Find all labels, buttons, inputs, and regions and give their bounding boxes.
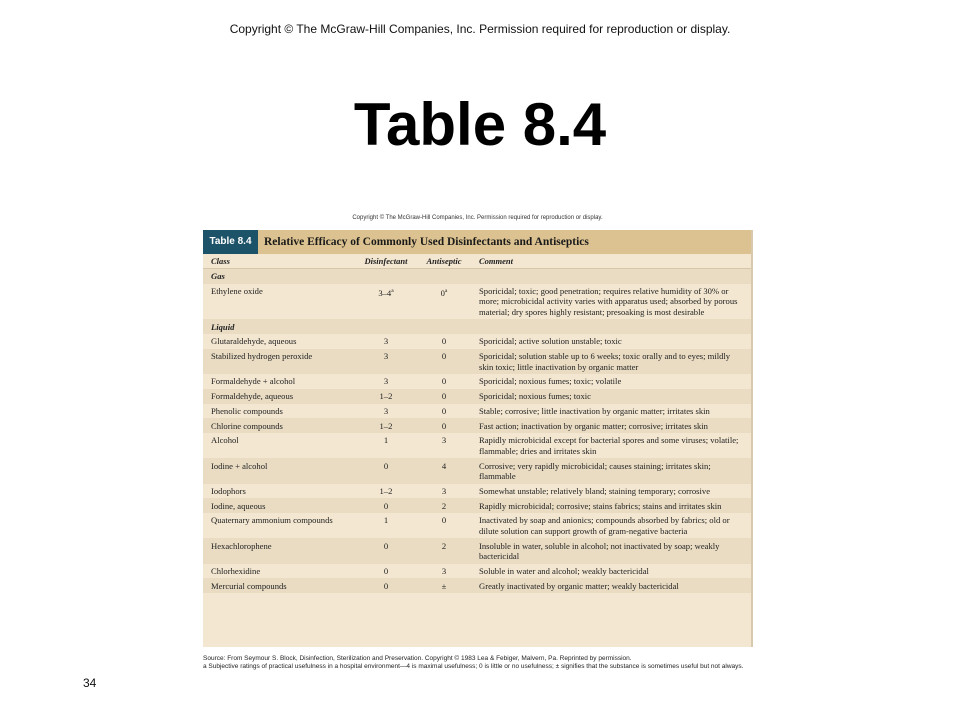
cell-comment-text: Inactivated by soap and anionics; compounds absorbed by fabrics; old or dilute solution can support growth of gram-negative bacteria [479,515,730,536]
table-row [203,284,751,320]
cell-comment-text: Fast action; inactivation by organic matter; corrosive; irritates skin [479,420,708,431]
header-antiseptic: Antiseptic [426,256,462,266]
table-row [203,374,751,389]
cell-comment-text: Sporicidal; active solution unstable; toxic [479,336,622,347]
table-row [203,513,751,538]
cell-antiseptic [417,391,471,401]
cell-disinfectant-text: 1 [383,515,389,526]
cell-comment [471,501,741,511]
footnote-marker: a [444,287,448,294]
cell-comment [471,461,741,482]
cell-disinfectant-text: 1 [383,435,389,446]
cell-disinfectant [355,286,417,317]
cell-class-text: Glutaraldehyde, aqueous [211,336,297,347]
table-footnotes [203,655,758,671]
cell-antiseptic [417,435,471,456]
cell-antiseptic-text: 0 [441,391,447,402]
cell-comment [471,351,741,372]
cell-disinfectant-text: 0 [383,540,389,551]
cell-comment [471,421,741,431]
cell-antiseptic-text: 3 [441,435,447,446]
cell-comment [471,515,741,536]
cell-antiseptic [417,351,471,372]
cell-comment [471,541,741,562]
cell-class-text: Chlorine compounds [211,420,283,431]
cell-class [203,421,355,431]
table-row [203,498,751,513]
footnote-marker: a [391,287,394,294]
cell-disinfectant [355,376,417,386]
cell-disinfectant-text: 3 [383,351,389,362]
cell-comment [471,581,741,591]
cell-antiseptic-text: 0 [441,405,447,416]
cell-comment-text: Corrosive; very rapidly microbicidal; causes staining; irritates skin; flammable [479,460,711,482]
cell-comment-text: Sporicidal; noxious fumes; toxic [479,391,591,402]
table-label: Table 8.4 [203,230,258,254]
cell-disinfectant [355,461,417,482]
cell-class-text: Ethylene oxide [211,285,263,296]
cell-comment-text: Insoluble in water, soluble in alcohol; not inactivated by soap; weakly bactericidal [479,540,720,561]
cell-antiseptic [417,541,471,562]
cell-comment [471,336,741,346]
cell-antiseptic-text: 4 [441,460,447,471]
cell-disinfectant [355,566,417,576]
cell-class-text: Mercurial compounds [211,580,287,591]
cell-comment-text: Sporicidal; toxic; good penetration; requires relative humidity of 30% or more; microbicidal activity varies with apparatus used; absorbed by porous material; dry spores highly resistant; presoaking is most desirable [479,285,738,317]
cell-antiseptic-text: 3 [441,565,447,576]
table-row [203,389,751,404]
cell-disinfectant [355,406,417,416]
table-row [203,564,751,579]
table-row [203,538,751,563]
cell-class [203,566,355,576]
cell-class [203,376,355,386]
cell-disinfectant-text: 3–4 [378,287,392,298]
cell-disinfectant-text: 0 [383,565,389,576]
table-caption: Relative Efficacy of Commonly Used Disinfectants and Antiseptics [264,236,589,248]
cell-antiseptic [417,461,471,482]
cell-disinfectant [355,391,417,401]
table-row [203,458,751,483]
cell-antiseptic [417,501,471,511]
cell-class [203,486,355,496]
cell-disinfectant [355,541,417,562]
cell-disinfectant-text: 0 [383,580,389,591]
cell-class-text: Quaternary ammonium compounds [211,515,333,526]
cell-antiseptic [417,406,471,416]
cell-disinfectant [355,501,417,511]
table-row [203,484,751,499]
cell-comment-text: Soluble in water and alcohol; weakly bactericidal [479,565,649,576]
cell-comment-text: Rapidly microbicidal; corrosive; stains fabrics; stains and irritates skin [479,500,722,511]
group-liquid: Liquid [203,319,751,334]
table-row [203,404,751,419]
cell-disinfectant [355,351,417,372]
table-title-bar [203,230,751,254]
footnote-a: a Subjective ratings of practical usefulness in a hospital environment—4 is maximal usefulness; 0 is little or no usefulness; ± signifies that the substance is sometimes useful but not always. [203,663,744,670]
table-row [203,334,751,349]
cell-antiseptic-text: 0 [441,515,447,526]
cell-class-text: Formaldehyde + alcohol [211,376,296,387]
cell-antiseptic [417,581,471,591]
cell-antiseptic-text: 0 [441,420,447,431]
table-row [203,418,751,433]
table-row [203,433,751,458]
cell-comment-text: Sporicidal; noxious fumes; toxic; volatile [479,376,622,387]
cell-comment-text: Sporicidal; solution stable up to 6 weeks; toxic orally and to eyes; mildly skin toxic; little inactivation by organic matter [479,351,731,372]
cell-class [203,391,355,401]
cell-disinfectant [355,336,417,346]
cell-disinfectant-text: 3 [383,376,389,387]
cell-antiseptic [417,286,471,317]
cell-antiseptic [417,566,471,576]
cell-class [203,515,355,536]
cell-class [203,286,355,317]
cell-disinfectant-text: 0 [383,500,389,511]
cell-comment [471,435,741,456]
cell-class [203,541,355,562]
cell-comment-text: Greatly inactivated by organic matter; weakly bactericidal [479,580,679,591]
cell-disinfectant-text: 1–2 [379,391,393,402]
page-number: 34 [83,676,97,690]
cell-class [203,406,355,416]
cell-comment [471,391,741,401]
source-note: Source: From Seymour S. Block, Disinfection, Sterilization and Preservation. Copyright © 1983 Lea & Febiger, Malvern, Pa. Reprinted by permission. [203,655,632,662]
cell-antiseptic-text: 0 [441,336,447,347]
cell-class [203,351,355,372]
cell-disinfectant [355,421,417,431]
cell-antiseptic [417,336,471,346]
cell-disinfectant [355,581,417,591]
cell-disinfectant-text: 3 [383,336,389,347]
liquid-rows [203,334,751,593]
cell-class [203,581,355,591]
cell-class [203,501,355,511]
cell-antiseptic [417,486,471,496]
cell-comment [471,286,741,317]
cell-disinfectant-text: 1–2 [379,420,393,431]
cell-antiseptic-text: 0 [440,287,445,298]
cell-antiseptic [417,376,471,386]
cell-comment-text: Rapidly microbicidal except for bacterial spores and some viruses; volatile; flammable; dries and irritates skin [479,435,739,456]
slide-copyright: Copyright © The McGraw-Hill Companies, Inc. Permission required for reproduction or display. [229,22,731,36]
cell-class-text: Iodophors [211,485,246,496]
cell-class-text: Phenolic compounds [211,405,283,416]
cell-class-text: Iodine + alcohol [211,460,268,471]
cell-antiseptic-text: 2 [441,540,447,551]
table-copyright: Copyright © The McGraw-Hill Companies, Inc. Permission required for reproduction or display. [352,215,603,221]
cell-class-text: Alcohol [211,435,239,446]
cell-class [203,461,355,482]
table-row [203,349,751,374]
cell-comment [471,406,741,416]
cell-antiseptic-text: ± [441,580,447,591]
header-comment: Comment [479,256,514,266]
cell-disinfectant [355,486,417,496]
cell-class-text: Stabilized hydrogen peroxide [211,351,313,362]
cell-antiseptic-text: 2 [441,500,447,511]
cell-disinfectant-text: 1–2 [379,485,393,496]
header-disinfectant: Disinfectant [364,256,408,266]
cell-disinfectant-text: 0 [383,460,389,471]
gas-rows [203,284,751,320]
cell-antiseptic [417,421,471,431]
cell-class-text: Hexachlorophene [211,540,272,551]
cell-comment-text: Somewhat unstable; relatively bland; staining temporary; corrosive [479,485,711,496]
cell-class [203,336,355,346]
cell-class-text: Chlorhexidine [211,565,261,576]
slide-title: Table 8.4 [353,91,607,158]
group-gas: Gas [203,269,751,284]
disinfectant-table [203,230,753,647]
cell-disinfectant-text: 3 [383,405,389,416]
cell-antiseptic [417,515,471,536]
cell-class [203,435,355,456]
cell-comment [471,566,741,576]
header-class: Class [211,256,230,266]
column-headers [203,254,751,269]
table-row [203,578,751,593]
cell-antiseptic-text: 0 [441,351,447,362]
cell-class-text: Iodine, aqueous [211,500,266,511]
cell-comment [471,376,741,386]
cell-disinfectant [355,435,417,456]
cell-disinfectant [355,515,417,536]
cell-antiseptic-text: 3 [441,485,447,496]
cell-antiseptic-text: 0 [441,376,447,387]
cell-class-text: Formaldehyde, aqueous [211,391,294,402]
cell-comment-text: Stable; corrosive; little inactivation by organic matter; irritates skin [479,405,710,416]
cell-comment [471,486,741,496]
